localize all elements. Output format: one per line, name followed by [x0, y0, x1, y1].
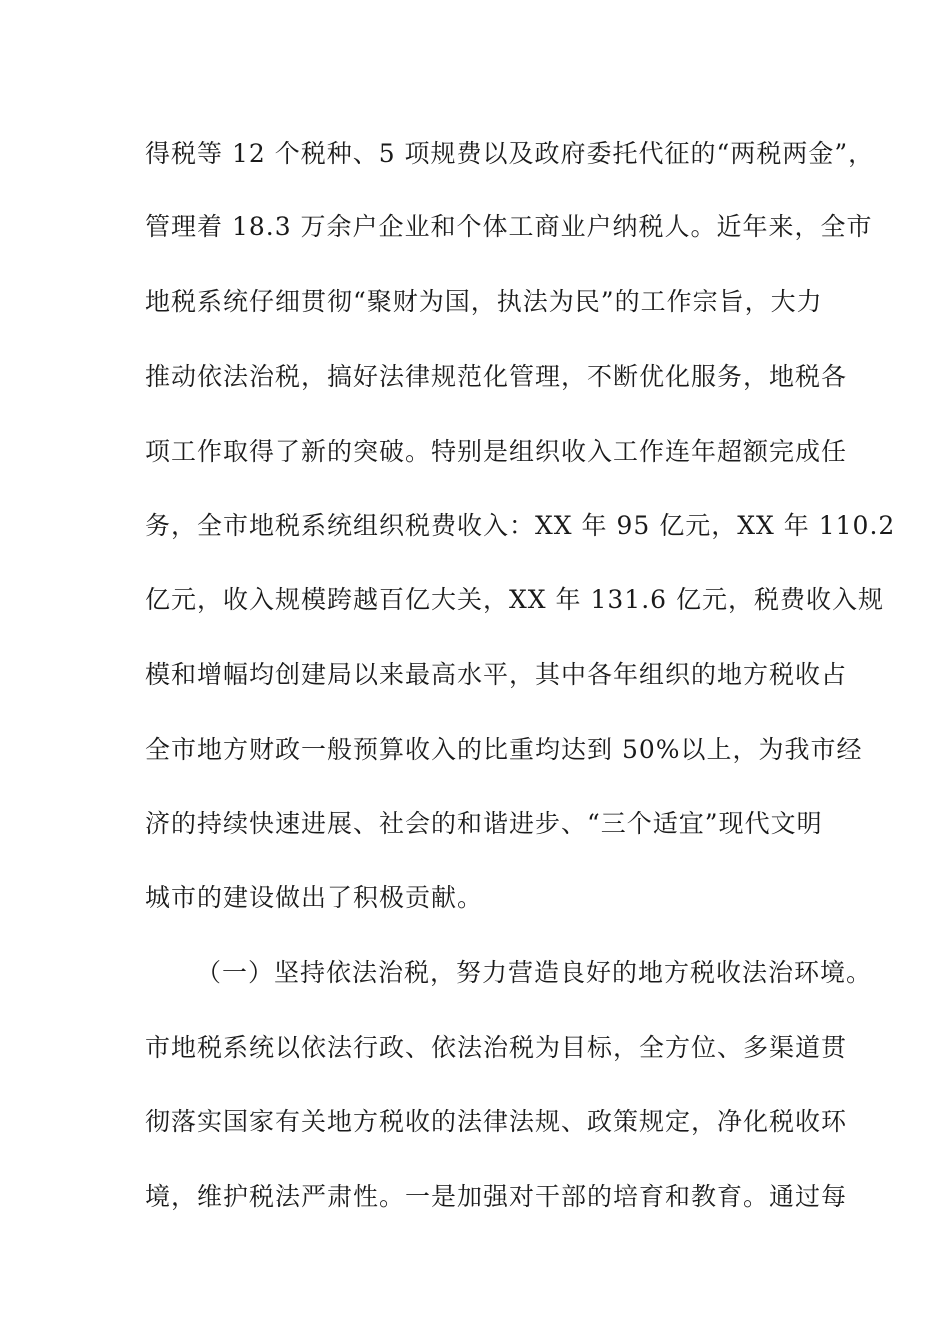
text-line-3: 地税系统仔细贯彻“聚财为国，执法为民”的工作宗旨，大力 — [145, 287, 823, 316]
text-line-10: 济的持续快速进展、社会的和谐进步、“三个适宜”现代文明 — [145, 809, 823, 838]
text-line-4: 推动依法治税，搞好法律规范化管理，不断优化服务，地税各 — [145, 362, 848, 391]
section-heading-line: （一）坚持依法治税，努力营造良好的地方税收法治环境。 — [196, 958, 873, 987]
text-line-9: 全市地方财政一般预算收入的比重均达到 50%以上，为我市经 — [145, 735, 863, 764]
text-line-7: 亿元，收入规模跨越百亿大关，XX 年 131.6 亿元，税费收入规 — [145, 585, 885, 614]
text-line-1: 得税等 12 个税种、5 项规费以及政府委托代征的“两税两金”， — [145, 139, 875, 168]
text-line-2: 管理着 18.3 万余户企业和个体工商业户纳税人。近年来，全市 — [145, 212, 873, 241]
text-line-5: 项工作取得了新的突破。特别是组织收入工作连年超额完成任 — [145, 437, 848, 466]
text-line-6: 务，全市地税系统组织税费收入：XX 年 95 亿元，XX 年 110.2 — [145, 511, 896, 540]
text-line-15: 境，维护税法严肃性。一是加强对干部的培育和教育。通过每 — [145, 1182, 848, 1211]
text-line-13: 市地税系统以依法行政、依法治税为目标，全方位、多渠道贯 — [145, 1033, 848, 1062]
text-line-11: 城市的建设做出了积极贡献。 — [145, 883, 484, 912]
text-line-8: 模和增幅均创建局以来最高水平，其中各年组织的地方税收占 — [145, 660, 848, 689]
text-line-14: 彻落实国家有关地方税收的法律法规、政策规定，净化税收环 — [145, 1107, 848, 1136]
